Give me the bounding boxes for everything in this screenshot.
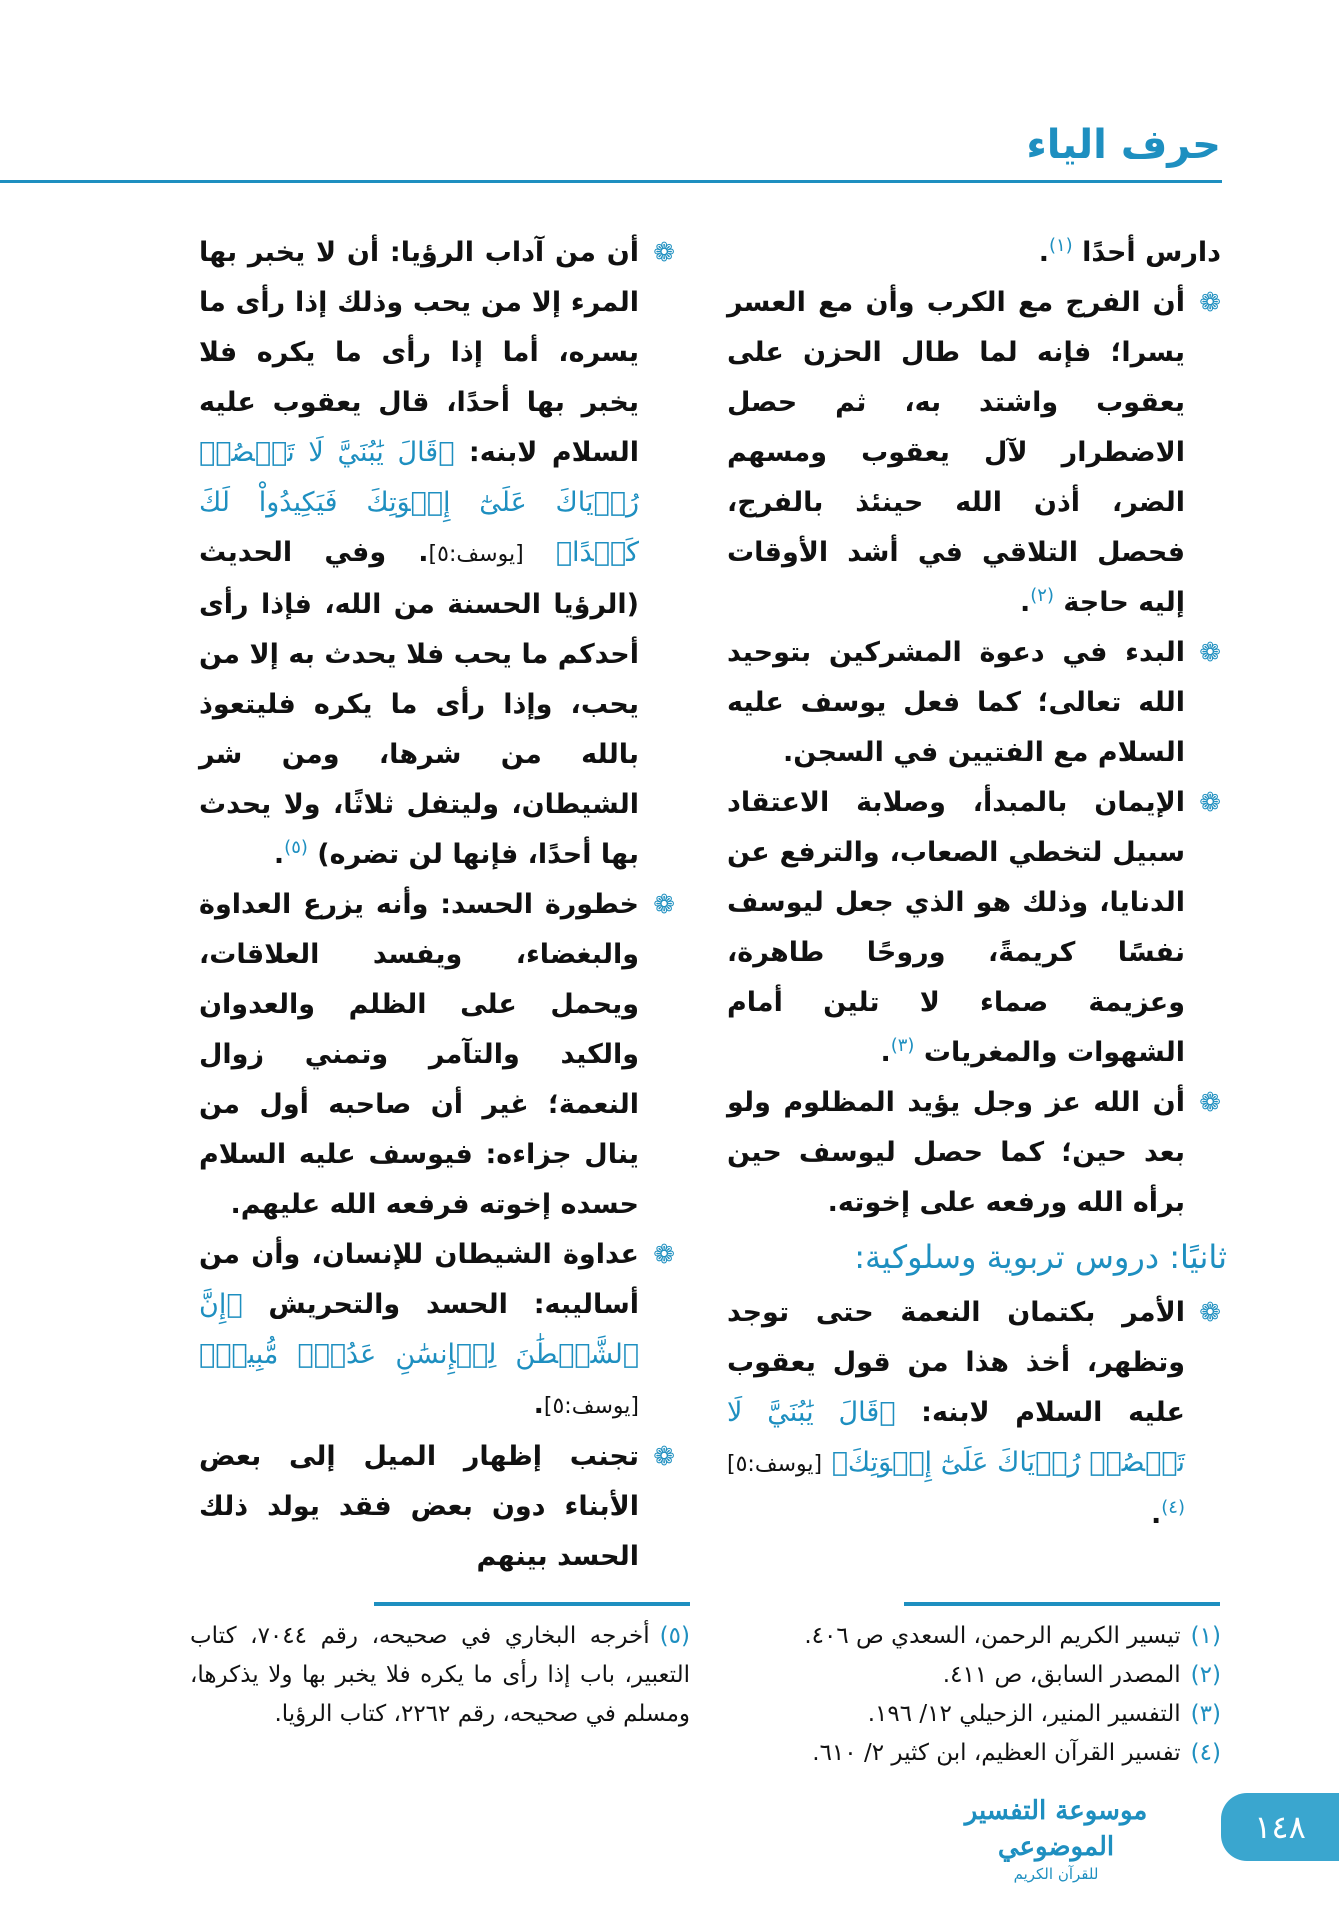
text: تجنب إظهار الميل إلى بعض الأبناء دون بعض فقد يولد ذلك الحسد بينهم xyxy=(199,1441,639,1572)
flower-bullet-icon: ❁ xyxy=(1199,1088,1221,1118)
footnote xyxy=(801,1734,1221,1773)
verse-reference: [يوسف:٥] xyxy=(727,1452,823,1477)
list-item xyxy=(199,228,675,880)
footnote-rule-left xyxy=(374,1602,690,1606)
footnote-number: (٣) xyxy=(1190,1701,1221,1727)
footnote-ref[interactable]: (٢) xyxy=(1030,585,1054,606)
footnote-ref[interactable]: (١) xyxy=(1048,235,1073,256)
footnote-text: تيسير الكريم الرحمن، السعدي ص ٤٠٦. xyxy=(804,1623,1181,1649)
list-item xyxy=(727,1288,1221,1540)
text: الأمر بكتمان النعمة حتى توجد وتظهر، أخذ هذا من قول يعقوب عليه السلام لابنه: xyxy=(727,1297,1185,1428)
footnote xyxy=(801,1617,1221,1656)
text: . xyxy=(1151,1499,1162,1530)
text: . xyxy=(1038,237,1049,268)
footnote-number: (٤) xyxy=(1190,1740,1221,1766)
list-item xyxy=(199,1230,675,1432)
footnote xyxy=(190,1617,690,1734)
right-column xyxy=(727,228,1227,1540)
hadith-text: . وفي الحديث (الرؤيا الحسنة من الله، فإذا رأى أحدكم ما يحب فلا يحدث به إلا من يحب، وإذا رأى ما يكره فليتعوذ بالله من شرها، ومن شر الشيطان، وليتفل ثلاثًا، ولا يحدث بها أحدًا، فإنها لن تضره) xyxy=(199,537,639,870)
flower-bullet-icon: ❁ xyxy=(653,890,675,920)
logo-subtitle: للقرآن الكريم xyxy=(1013,1865,1099,1883)
left-column xyxy=(199,228,675,1582)
text: الإيمان بالمبدأ، وصلابة الاعتقاد سبيل لتخطي الصعاب، والترفع عن الدنايا، وذلك هو الذي جعل ليوسف نفسًا كريمةً، وروحًا طاهرة، وعزيمة صماء لا تلين أمام الشهوات والمغريات xyxy=(727,787,1185,1068)
list-item xyxy=(727,278,1221,628)
section-heading: ثانيًا: دروس تربوية وسلوكية: xyxy=(854,1238,1227,1276)
list-item xyxy=(727,778,1221,1078)
text: أن الله عز وجل يؤيد المظلوم ولو بعد حين؛ كما حصل ليوسف حين برأه الله ورفعه على إخوته. xyxy=(727,1087,1185,1218)
footnote-ref[interactable]: (٤) xyxy=(1161,1497,1185,1518)
flower-bullet-icon: ❁ xyxy=(1199,288,1221,318)
flower-bullet-icon: ❁ xyxy=(653,1240,675,1270)
footnote-number: (١) xyxy=(1190,1623,1221,1649)
verse-reference: [يوسف:٥] xyxy=(543,1394,639,1419)
footnote-number: (٥) xyxy=(659,1623,690,1649)
text: أن الفرج مع الكرب وأن مع العسر يسرا؛ فإنه لما طال الحزن على يعقوب واشتد به، ثم حصل الاضطرار لآل يعقوب ومسهم الضر، أذن الله حينئذ بالفرج، فحصل التلاقي في أشد الأوقات إليه حاجة xyxy=(727,287,1185,618)
quran-verse: ﴿قَالَ يَٰبُنَيَّ لَا تَقۡصُصۡ رُءۡيَاكَ عَلَىٰٓ إِخۡوَتِكَ﴾ xyxy=(727,1397,1186,1478)
text: . xyxy=(880,1037,891,1068)
header-rule xyxy=(0,180,1222,183)
logo-title: موسوعة التفسير الموضوعي xyxy=(964,1796,1148,1862)
flower-bullet-icon: ❁ xyxy=(1199,1298,1221,1328)
flower-bullet-icon: ❁ xyxy=(1199,638,1221,668)
quran-verse: ﴿إِنَّ ٱلشَّيۡطَٰنَ لِلۡإِنسَٰنِ عَدُوّٞ مُّبِينٞ﴾ xyxy=(199,1289,639,1370)
text: . xyxy=(1019,587,1031,618)
footnote-text: تفسير القرآن العظيم، ابن كثير ٢/ ٦١٠. xyxy=(812,1740,1181,1766)
footnote-ref[interactable]: (٣) xyxy=(890,1035,915,1056)
text: . xyxy=(533,1389,544,1420)
flower-bullet-icon: ❁ xyxy=(653,1442,675,1472)
list-item xyxy=(199,880,675,1230)
flower-bullet-icon: ❁ xyxy=(1199,788,1221,818)
text: أن من آداب الرؤيا: أن لا يخبر بها المرء إلا من يحب وذلك إذا رأى ما يسره، أما إذا رأى ما يكره فلا يخبر بها أحدًا، قال يعقوب عليه السلام لابنه: xyxy=(199,237,640,468)
footnotes-right xyxy=(801,1617,1221,1773)
text: البدء في دعوة المشركين بتوحيد الله تعالى؛ كما فعل يوسف عليه السلام مع الفتيين في السجن. xyxy=(727,637,1185,768)
page-number: ١٤٨ xyxy=(1221,1793,1339,1861)
list-item xyxy=(727,1078,1221,1228)
text: . xyxy=(273,839,285,870)
continuation-text xyxy=(727,228,1221,278)
footnote-ref[interactable]: (٥) xyxy=(284,837,308,858)
footnote-text: التفسير المنير، الزحيلي ١٢/ ١٩٦. xyxy=(867,1701,1181,1727)
footnotes-left xyxy=(190,1617,690,1734)
footnote-rule-right xyxy=(904,1602,1220,1606)
footnote-text: أخرجه البخاري في صحيحه، رقم ٧٠٤٤، كتاب التعبير، باب إذا رأى ما يكره فلا يخبر بها ولا يذكرها، ومسلم في صحيحه، رقم ٢٢٦٢، كتاب الرؤيا. xyxy=(190,1623,690,1727)
verse-reference: [يوسف:٥] xyxy=(428,542,524,567)
text: خطورة الحسد: وأنه يزرع العداوة والبغضاء، ويفسد العلاقات، ويحمل على الظلم والعدوان والكيد والتآمر وتمني زوال النعمة؛ غير أن صاحبه أول من ينال جزاءه: فيوسف عليه السلام حسده إخوته فرفعه الله عليهم. xyxy=(199,889,639,1220)
list-item xyxy=(199,1432,675,1582)
quran-verse: ﴿قَالَ يَٰبُنَيَّ لَا تَقۡصُصۡ رُءۡيَاكَ عَلَىٰٓ إِخۡوَتِكَ فَيَكِيدُواْ لَكَ كَيۡدًا﴾ xyxy=(199,437,639,568)
flower-bullet-icon: ❁ xyxy=(653,238,675,268)
encyclopedia-logo xyxy=(931,1793,1181,1883)
list-item xyxy=(727,628,1221,778)
footnote-number: (٢) xyxy=(1190,1662,1221,1688)
footnote xyxy=(801,1695,1221,1734)
footnote-text: المصدر السابق، ص ٤١١. xyxy=(942,1662,1181,1688)
text: عداوة الشيطان للإنسان، وأن من أساليبه: الحسد والتحريش xyxy=(199,1239,639,1320)
footnote xyxy=(801,1656,1221,1695)
text: دارس أحدًا xyxy=(1082,237,1221,268)
chapter-title: حرف الياء xyxy=(1026,122,1221,168)
